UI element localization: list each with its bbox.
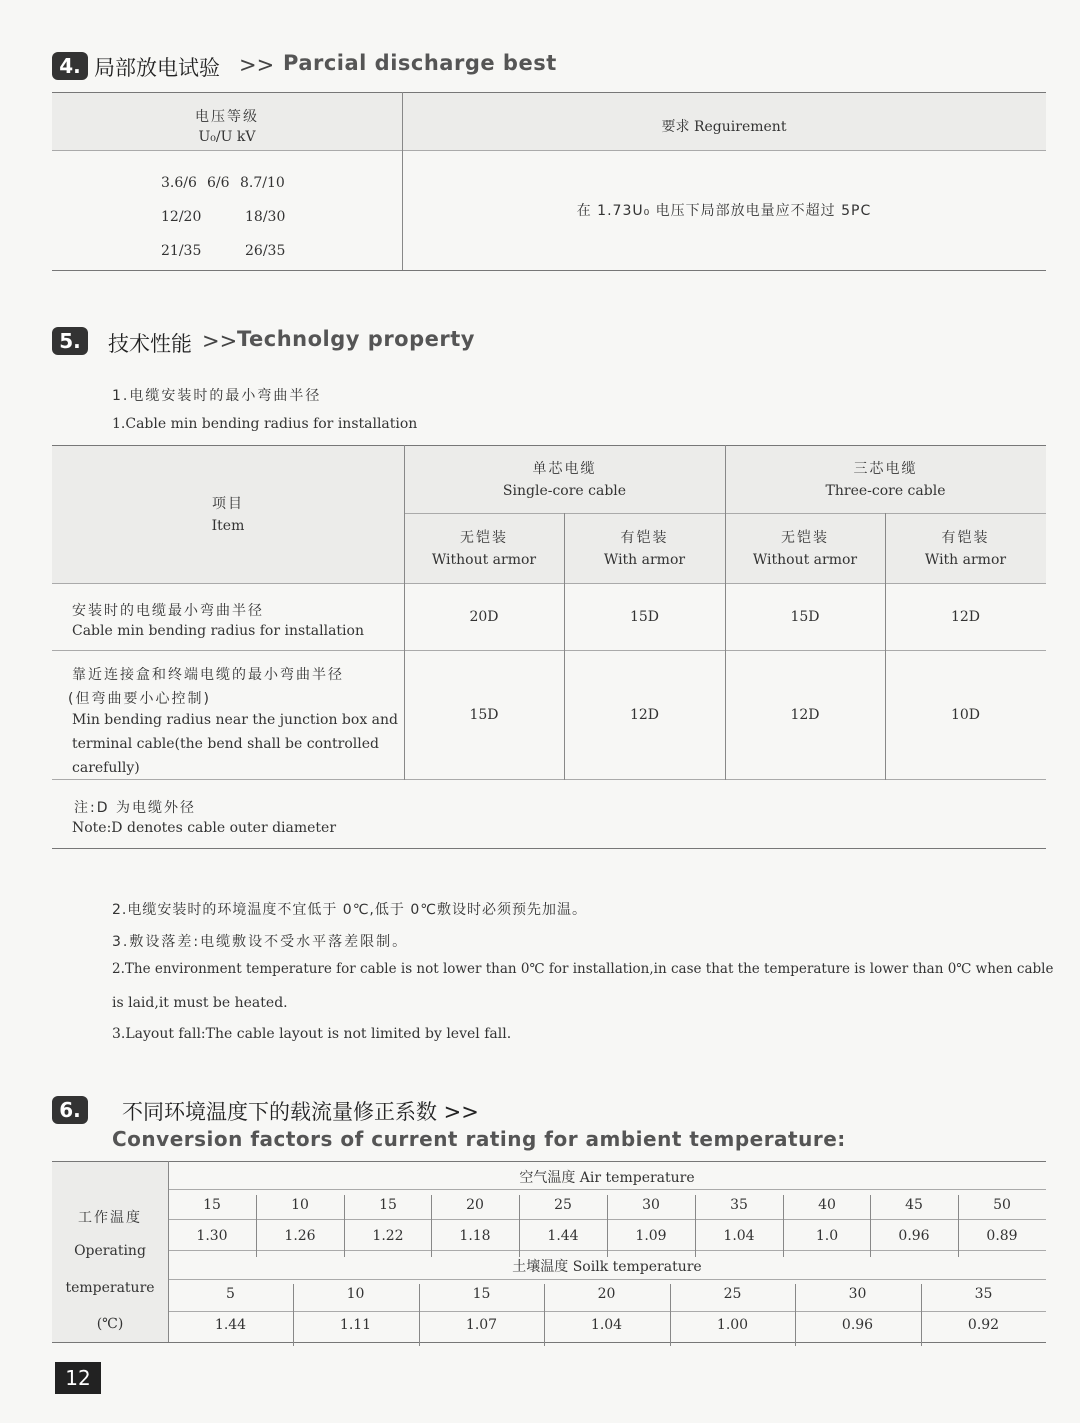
- section-arrow: >>: [239, 53, 275, 77]
- temperature-cell: 15: [203, 1197, 221, 1213]
- temperature-cell: 35: [974, 1286, 993, 1302]
- three-core-header-zh: 三芯电缆: [853, 460, 918, 477]
- row-label-unit: (℃): [96, 1316, 124, 1332]
- sub-header-zh: 无铠装: [460, 529, 508, 546]
- section-number-badge: 6.: [52, 1096, 88, 1124]
- factor-cell: 1.04: [590, 1317, 623, 1333]
- sub-header-zh: 有铠装: [941, 529, 990, 546]
- temperature-cell: 25: [723, 1286, 742, 1302]
- factor-cell: 1.00: [716, 1317, 749, 1333]
- factor-cell: 1.26: [284, 1228, 316, 1244]
- section-arrow: >>: [202, 329, 238, 353]
- factor-cell: 0.96: [841, 1317, 874, 1333]
- voltage-header-zh: 电压等级: [195, 109, 259, 125]
- section-number-badge: 5.: [52, 327, 88, 355]
- item2-en-line2: is laid,it must be heated.: [112, 995, 288, 1011]
- voltage-value: 8.7/10: [240, 175, 285, 191]
- item1-zh: 1.电缆安装时的最小弯曲半径: [112, 388, 322, 404]
- sub-header-en: Without armor: [431, 551, 537, 568]
- table-cell: 12D: [950, 609, 981, 625]
- item1-en: 1.Cable min bending radius for installation: [112, 416, 418, 432]
- row-label-en: Min bending radius near the junction box and: [72, 712, 398, 728]
- factor-cell: 1.07: [465, 1317, 498, 1333]
- soil-temperature-header: 土壤温度 Soilk temperature: [512, 1259, 702, 1275]
- table-cell: 20D: [469, 609, 499, 625]
- three-core-header-en: Three-core cable: [825, 482, 946, 499]
- voltage-value: 3.6/6: [161, 175, 197, 191]
- item-header-en: Item: [211, 517, 245, 534]
- temperature-cell: 10: [291, 1197, 309, 1213]
- factor-cell: 1.04: [723, 1228, 755, 1244]
- sub-header-en: Without armor: [752, 551, 858, 568]
- sub-header: [885, 514, 1046, 583]
- sub-header: [564, 514, 725, 583]
- section-title-zh: 局部放电试验: [94, 56, 220, 80]
- row-label-en: terminal cable(the bend shall be controlled: [72, 736, 379, 752]
- section-number-badge: 4.: [52, 52, 88, 80]
- voltage-header-unit: U₀/U kV: [198, 129, 256, 145]
- voltage-value: 12/20: [161, 209, 202, 225]
- sub-header: [404, 514, 564, 583]
- temperature-cell: 15: [379, 1197, 397, 1213]
- note-en: Note:D denotes cable outer diameter: [72, 820, 337, 836]
- air-temperature-header: 空气温度 Air temperature: [519, 1170, 695, 1186]
- temperature-cell: 45: [905, 1197, 923, 1213]
- factor-cell: 1.44: [214, 1317, 247, 1333]
- factor-cell: 0.96: [898, 1228, 930, 1244]
- voltage-value: 18/30: [245, 209, 286, 225]
- row-label-zh: (但弯曲要小心控制): [68, 691, 211, 707]
- section-title-zh: 技术性能: [108, 332, 192, 356]
- temperature-cell: 35: [730, 1197, 748, 1213]
- temperature-cell: 30: [848, 1286, 867, 1302]
- table-cell: 15D: [469, 707, 499, 723]
- requirement-header: 要求 Reguirement: [661, 119, 787, 135]
- factor-cell: 0.92: [967, 1317, 1000, 1333]
- voltage-value: 21/35: [161, 243, 202, 259]
- row-label-zh: 安装时的电缆最小弯曲半径: [72, 603, 264, 619]
- item2-zh: 2.电缆安装时的环境温度不宜低于 0℃,低于 0℃敷设时必须预先加温。: [112, 902, 587, 918]
- section-title-en: Parcial discharge best: [283, 51, 557, 75]
- item3-zh: 3.敷设落差:电缆敷设不受水平落差限制。: [112, 934, 409, 950]
- row-label-zh: 工作温度: [78, 1210, 142, 1226]
- sub-header-zh: 有铠装: [620, 529, 669, 546]
- temperature-cell: 10: [346, 1286, 365, 1302]
- sub-header-zh: 无铠装: [781, 529, 829, 546]
- temperature-cell: 5: [226, 1286, 235, 1302]
- section-title-en: Conversion factors of current rating for ambient temperature:: [112, 1127, 846, 1151]
- temperature-cell: 20: [597, 1286, 616, 1302]
- temperature-cell: 40: [818, 1197, 836, 1213]
- sub-header: [725, 514, 885, 583]
- row-label-en: Operating: [74, 1243, 146, 1259]
- factor-cell: 1.11: [339, 1317, 372, 1333]
- factor-cell: 1.44: [547, 1228, 579, 1244]
- temperature-cell: 20: [466, 1197, 484, 1213]
- single-core-header: [404, 446, 725, 513]
- voltage-value: 6/6: [207, 175, 230, 191]
- section-title-en: Technolgy property: [237, 327, 475, 351]
- sub-header-en: With armor: [603, 551, 686, 568]
- factor-cell: 1.30: [196, 1228, 228, 1244]
- item-header: [52, 446, 404, 583]
- table-cell: 15D: [790, 609, 820, 625]
- temperature-cell: 50: [993, 1197, 1011, 1213]
- section-title-zh: 不同环境温度下的载流量修正系数 >>: [122, 1100, 479, 1124]
- note-zh: 注:D 为电缆外径: [74, 800, 196, 816]
- single-core-header-zh: 单芯电缆: [532, 460, 597, 477]
- table-cell: 12D: [790, 707, 820, 723]
- row-label-zh: 靠近连接盒和终端电缆的最小弯曲半径: [72, 667, 344, 683]
- row-label-en: Cable min bending radius for installation: [72, 623, 364, 639]
- temperature-cell: 30: [642, 1197, 660, 1213]
- single-core-header-en: Single-core cable: [502, 482, 627, 499]
- row-label-en: temperature: [65, 1280, 155, 1296]
- voltage-value: 26/35: [245, 243, 286, 259]
- requirement-text: 在 1.73U₀ 电压下局部放电量应不超过 5PC: [576, 203, 872, 219]
- item-header-zh: 项目: [212, 495, 244, 512]
- table-cell: 10D: [950, 707, 981, 723]
- temperature-cell: 25: [554, 1197, 572, 1213]
- factor-cell: 1.22: [372, 1228, 404, 1244]
- row-label-en: carefully): [72, 760, 140, 776]
- item2-en-line1: 2.The environment temperature for cable is not lower than 0℃ for installation,in case that the temperature is lower than 0℃ when cable: [112, 961, 1054, 977]
- factor-cell: 0.89: [986, 1228, 1018, 1244]
- page-number: 12: [55, 1362, 101, 1394]
- table-cell: 12D: [629, 707, 660, 723]
- sub-header-en: With armor: [924, 551, 1007, 568]
- three-core-header: [725, 446, 1046, 513]
- item3-en: 3.Layout fall:The cable layout is not limited by level fall.: [112, 1026, 512, 1042]
- temperature-cell: 15: [472, 1286, 491, 1302]
- table-cell: 15D: [629, 609, 660, 625]
- factor-cell: 1.0: [815, 1228, 839, 1244]
- factor-cell: 1.09: [635, 1228, 667, 1244]
- factor-cell: 1.18: [459, 1228, 491, 1244]
